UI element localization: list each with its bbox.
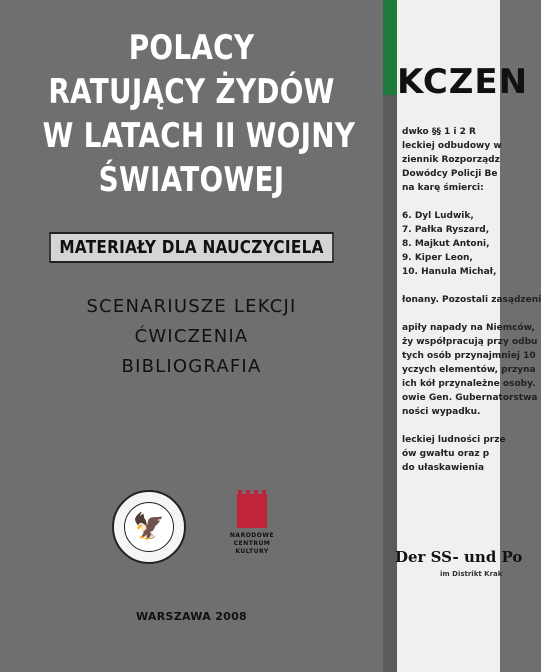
subtitle-wrap	[0, 232, 383, 263]
poster-line: owie Gen. Gubernatorstwa	[402, 393, 538, 403]
poster-edge-strip	[383, 0, 397, 672]
subtitle-badge: MATERIAŁY DLA NAUCZYCIELA	[49, 232, 334, 263]
poster-heading: KCZEN	[397, 62, 529, 102]
topic-item: BIBLIOGRAFIA	[121, 356, 262, 377]
poster-line	[402, 307, 502, 321]
poster-line: łonany. Pozostali zasądzeni	[402, 295, 541, 305]
topic-item: ĆWICZENIA	[134, 326, 249, 347]
topics-list	[0, 292, 383, 382]
poster-line: dwko §§ 1 i 2 R	[402, 127, 476, 137]
poster-footer-sub: im Distrikt Krak	[440, 570, 503, 578]
eagle-icon: 🦅	[124, 502, 174, 552]
poster-line: Dowódcy Policji Be	[402, 169, 498, 179]
poster-line: 6. Dyl Ludwik,	[402, 211, 474, 221]
poster-line: 9. Kiper Leon,	[402, 253, 473, 263]
title-line: POLACY	[128, 28, 255, 68]
poster-line	[402, 419, 502, 433]
crown-icon	[237, 494, 267, 528]
title-line: RATUJĄCY ŻYDÓW	[48, 72, 335, 112]
poster-line: ży współpracują przy odbu	[402, 337, 538, 347]
place-year: WARSZAWA 2008	[135, 610, 248, 623]
poster-line	[402, 279, 502, 293]
title-line: ŚWIATOWEJ	[98, 160, 285, 200]
poster-line: leckiej ludności prze	[402, 435, 506, 445]
poster-line: yczych elementów, przyna	[402, 365, 536, 375]
poster-line: ności wypadku.	[402, 407, 481, 417]
poster-line	[402, 195, 502, 209]
title-line: W LATACH II WOJNY	[42, 116, 356, 156]
nck-logo	[226, 490, 278, 556]
poster-line: ziennik Rozporządz	[402, 155, 500, 165]
logos-row	[0, 490, 383, 590]
ipn-seal-logo	[112, 490, 186, 564]
poster-footer: Der SS- und Po	[395, 548, 523, 566]
poster-line: tych osób przynajmniej 10	[402, 351, 536, 361]
topic-item: SCENARIUSZE LEKCJI	[86, 296, 297, 317]
poster-line: ich kół przynależne osoby.	[402, 379, 536, 389]
poster-text-block	[402, 125, 541, 475]
poster-line: 10. Hanula Michał,	[402, 267, 497, 277]
poster-line: leckiej odbudowy w	[402, 141, 502, 151]
poster-line: 8. Majkut Antoni,	[402, 239, 490, 249]
poster-line: 7. Pałka Ryszard,	[402, 225, 490, 235]
green-accent-bar	[383, 0, 397, 95]
book-title	[42, 26, 356, 202]
poster-line: ów gwałtu oraz p	[402, 449, 490, 459]
poster-line: do ułaskawienia	[402, 463, 485, 473]
poster-line: apiły napady na Niemców,	[402, 323, 535, 333]
poster-line: na karę śmierci:	[402, 183, 484, 193]
nck-logo-text: NARODOWE CENTRUM KULTURY	[229, 532, 275, 555]
